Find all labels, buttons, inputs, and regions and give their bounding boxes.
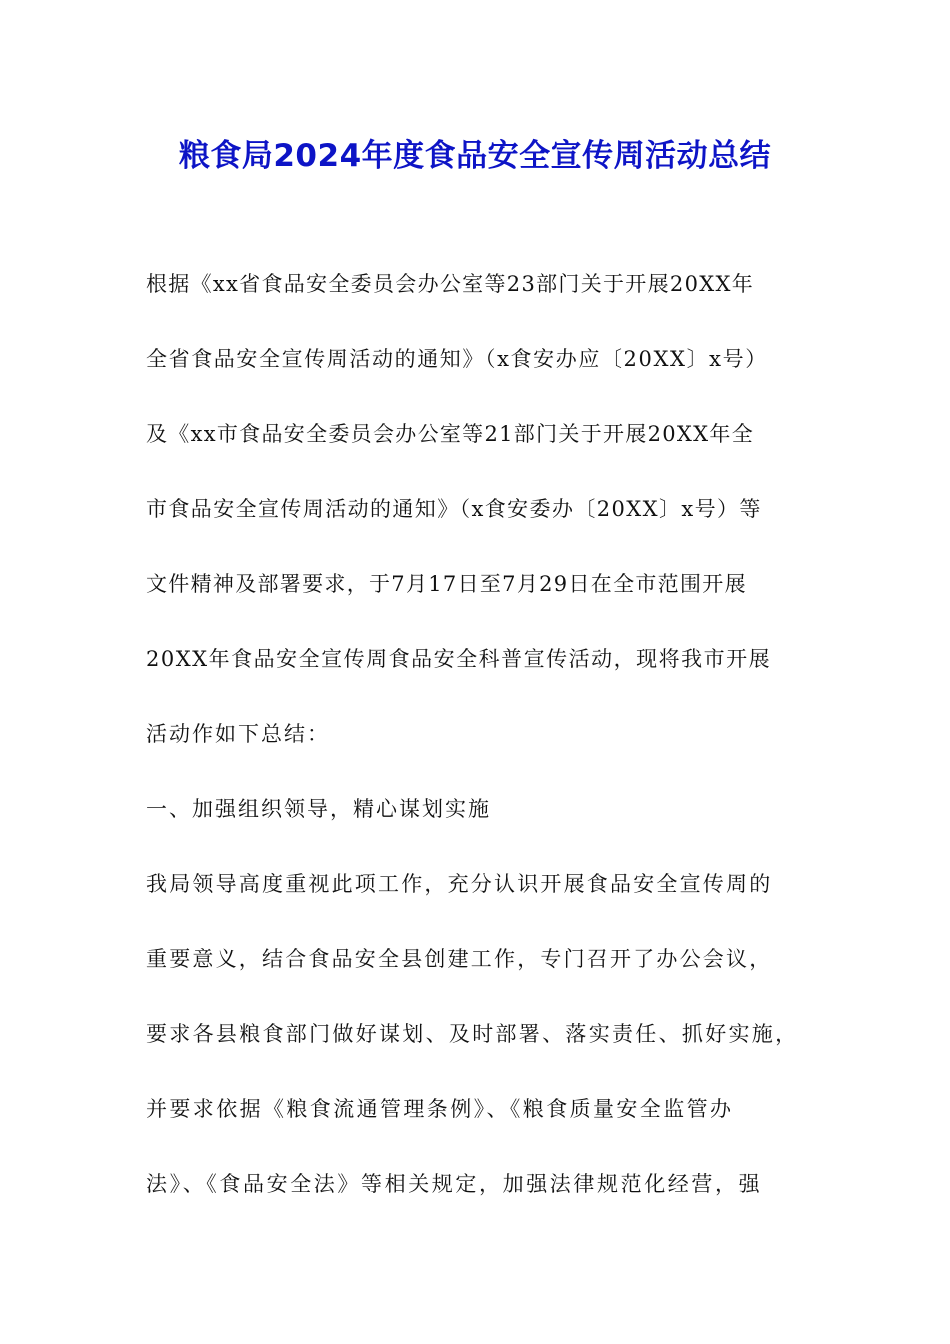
body-line: 要求各县粮食部门做好谋划、及时部署、落实责任、抓好实施， <box>146 1022 799 1046</box>
body-line: 重要意义，结合食品安全县创建工作，专门召开了办公会议， <box>146 947 773 971</box>
body-line: 文件精神及部署要求，于7月17日至7月29日在全市范围开展 <box>146 572 747 596</box>
section-heading: 一、加强组织领导，精心谋划实施 <box>146 797 491 821</box>
body-line: 市食品安全宣传周活动的通知》（x食安委办〔20XX〕x号）等 <box>146 497 762 521</box>
body-line: 根据《xx省食品安全委员会办公室等23部门关于开展20XX年 <box>146 272 755 296</box>
document-title: 粮食局2024年度食品安全宣传周活动总结 <box>178 138 772 174</box>
body-line: 全省食品安全宣传周活动的通知》（x食安办应〔20XX〕x号） <box>146 347 768 371</box>
body-line: 并要求依据《粮食流通管理条例》、《粮食质量安全监管办 <box>146 1097 734 1121</box>
body-line: 20XX年食品安全宣传周食品安全科普宣传活动，现将我市开展 <box>146 647 772 671</box>
body-line: 我局领导高度重视此项工作，充分认识开展食品安全宣传周的 <box>146 872 773 896</box>
body-line: 活动作如下总结： <box>146 722 330 746</box>
body-line: 及《xx市食品安全委员会办公室等21部门关于开展20XX年全 <box>146 422 755 446</box>
body-line: 法》、《食品安全法》等相关规定，加强法律规范化经营，强 <box>146 1172 763 1196</box>
